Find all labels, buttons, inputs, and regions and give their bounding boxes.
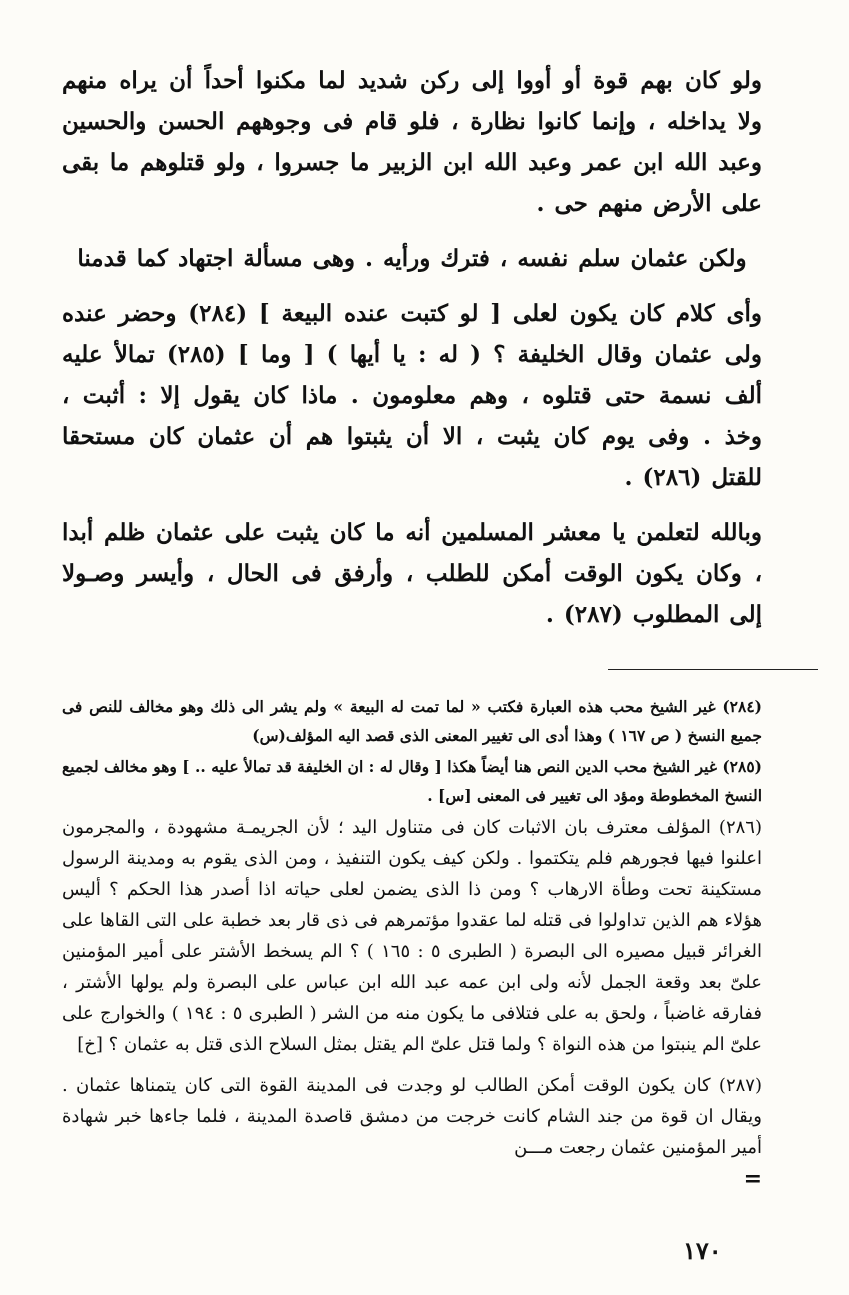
body-paragraph-2: ولكن عثمان سلم نفسه ، فترك ورأيه . وهى مسألة اجتهاد كما قدمنا (77, 245, 747, 272)
body-paragraph-4: وبالله لتعلمن يا معشر المسلمين أنه ما كان يثبت على عثمان ظلم أبدا ، وكان يكون الوقت أمكن للطلب ، وأرفق فى الحال ، وأيسر وصـولا إلى المطلوب (٢٨٧) . (62, 519, 762, 628)
footnote-285: (٢٨٥) غير الشيخ محب الدين النص هنا أيضاً هكذا [ وقال له : ان الخليفة قد تمالأ عليه .. ] وهو مخالف لجميع النسخ المخطوطة ومؤد الى تغيير فى المعنى [س] . (62, 757, 762, 805)
footnote-286: (٢٨٦) المؤلف معترف بان الاثبات كان فى متناول اليد ؛ لأن الجريمـة مشهودة ، والمجرمون اعلنوا فيها فجورهم فلم يتكتموا . ولكن كيف يكون التنفيذ ، ومن الذى يقوم به ومدينة الرسول مستكينة تحت وطأة الارهاب ؟ ومن ذا الذى يضمن لعلى حياته اذا أصدر هذا الحكم ؟ أليس هؤلاء هم الذين تداولوا فى قتله لما عقدوا مؤتمرهم فى ذى قار بعد خطبة على التى القاها على الغرائر قبيل مصيره الى البصرة ( الطبرى ٥ : ١٦٥ ) ؟ الم يسخط الأشتر على أمير المؤمنين علىّ بعد وقعة الجمل لأنه ولى ابن عمه عبد الله ابن عباس على البصرة ولم يولها الأشتر ، ففارقه غاضباً ، ولحق به على فتلافى ما يكون منه من الشر ( الطبرى ٥ : ١٩٤ ) والخوارج على علىّ الم ينبتوا من هذه النواة ؟ ولما قتل علىّ الم يقتل بمثل السلاح الذى قتل به عثمان ؟ [خ] (62, 817, 763, 1055)
body-paragraph-1: ولو كان بهم قوة أو أووا إلى ركن شديد لما مكنوا أحداً أن يراه منهم ولا يداخله ، وإنما كانوا نظارة ، فلو قام فى وجوههم الحسن والحسين وعبد الله ابن عمر وعبد الله ابن الزبير ما جسروا ، ولو قتلوهم ما بقى على الأرض منهم حى . (62, 67, 762, 217)
continuation-mark: = (743, 1166, 762, 1192)
page-content (62, 60, 763, 1192)
page-number: ١٧٠ (683, 1236, 722, 1265)
footnote-287: (٢٨٧) كان يكون الوقت أمكن الطالب لو وجدت فى المدينة القوة التى كان يتمناها عثمان . ويقال ان قوة من جند الشام كانت خرجت من دمشق قاصدة المدينة ، فلما جاءها خبر شهادة أمير المؤمنين عثمان رجعت مـــن (62, 1075, 762, 1158)
footnote-separator-wrap (62, 669, 762, 670)
footnote-separator (608, 669, 818, 670)
footnote-284: (٢٨٤) غير الشيخ محب هذه العبارة فكتب « لما تمت له البيعة » ولم يشر الى ذلك وهو مخالف للنص فى جميع النسخ ( ص ١٦٧ ) وهذا أدى الى تغيير المعنى الذى قصد اليه المؤلف(س) (62, 697, 762, 745)
body-paragraph-3: وأى كلام كان يكون لعلى [ لو كتبت عنده البيعة ] (٢٨٤) وحضر عنده ولى عثمان وقال الخليفة ؟ ( له : يا أيها ) [ وما ] (٢٨٥) تمالأ عليه ألف نسمة حتى قتلوه ، وهم معلومون . ماذا كان يقول إلا : أثبت ، وخذ . وفى يوم كان يثبت ، الا أن يثبتوا هم أن عثمان كان مستحقا للقتل (٢٨٦) . (62, 300, 762, 491)
